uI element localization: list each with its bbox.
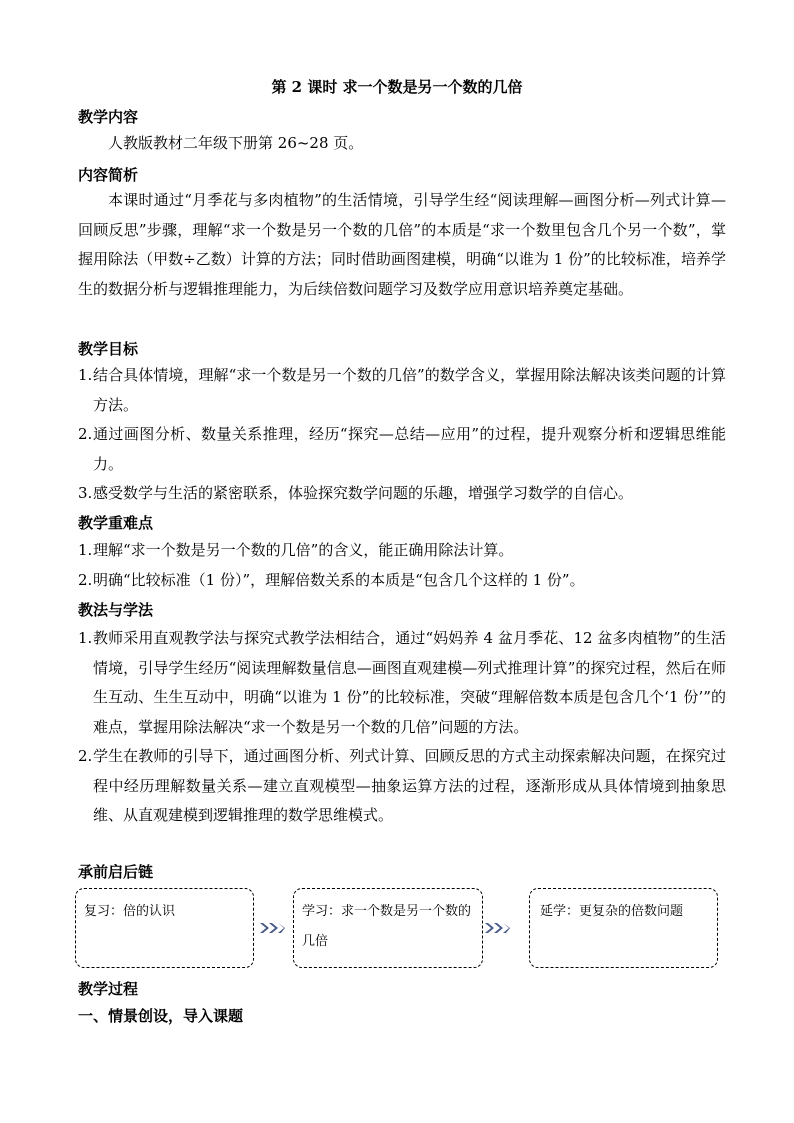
list-item: 2. 学生在教师的引导下，通过画图分析、列式计算、回顾反思的方式主动探索解决问题，在探究过程中经历理解数量关系—建立直观模型—抽象运算方法的过程，逐渐形成从具体情境到抽象思维、从直观建模到逻辑推理的数学思维模式。 — [78, 747, 726, 824]
content-summary-text: 本课时通过“月季花与多肉植物”的生活情境，引导学生经“阅读理解—画图分析—列式计算—回顾反思”步骤，理解“求一个数是另一个数的几倍”的本质是“求一个数里包含几个另一个数”，掌握用除法（甲数÷乙数）计算的方法；同时借助画图建模，明确“以谁为 1 份”的比较标准，培养学生的数据分析与逻辑推理能力，为后续倍数问题学习及数学应用意识培养奠定基础。 — [78, 191, 726, 298]
list-item: 1. 教师采用直观教学法与探究式教学法相结合，通过“妈妈养 4 盆月季花、12 盆多肉植物”的生活情境，引导学生经历“阅读理解数量信息—画图直观建模—列式推理计算”的探究过程，然后在师生互动、生生互动中，明确“以谁为 1 份”的比较标准，突破“理解倍数本质是包含几个‘1 份’”的难点，掌握用除法解决“求一个数是另一个数的几倍”问题的方法。 — [78, 629, 726, 736]
arrow-shape — [260, 923, 285, 933]
heading-key-points: 教学重难点 — [78, 514, 154, 532]
list-item: 2. 明确“比较标准（1 份）”，理解倍数关系的本质是“包含几个这样的 1 份”。 — [78, 570, 585, 589]
chain-box-review: 复习：倍的认识 — [75, 888, 254, 968]
arrow-shape — [485, 923, 510, 933]
sub-heading-scene: 一、情景创设，导入课题 — [78, 1007, 244, 1025]
heading-methods: 教法与学法 — [78, 601, 154, 619]
lesson-title: 第 2 课时 求一个数是另一个数的几倍 — [271, 78, 523, 96]
double-chevron-right-icon — [258, 921, 286, 935]
heading-learning-chain: 承前启后链 — [78, 863, 154, 881]
list-item: 1. 理解“求一个数是另一个数的几倍”的含义，能正确用除法计算。 — [78, 541, 514, 559]
learning-chain-flow — [75, 888, 720, 972]
teaching-content-text: 人教版教材二年级下册第 26~28 页。 — [108, 134, 364, 152]
list-item: 3. 感受数学与生活的紧密联系，体验探究数学问题的乐趣，增强学习数学的自信心。 — [78, 484, 634, 502]
chain-box-learn: 学习：求一个数是另一个数的几倍 — [293, 888, 483, 968]
chain-box-extend: 延学：更复杂的倍数问题 — [529, 888, 718, 968]
heading-content-summary: 内容简析 — [78, 166, 139, 184]
list-item: 2. 通过画图分析、数量关系推理，经历“探究—总结—应用”的过程，提升观察分析和逻辑思维能力。 — [78, 425, 726, 473]
methods-list — [78, 624, 726, 831]
heading-teaching-process: 教学过程 — [78, 980, 139, 998]
list-item: 1. 结合具体情境，理解“求一个数是另一个数的几倍”的数学含义，掌握用除法解决该类问题的计算方法。 — [78, 366, 726, 414]
heading-teaching-content: 教学内容 — [78, 108, 139, 126]
teaching-goals-list — [78, 361, 726, 509]
heading-teaching-goals: 教学目标 — [78, 340, 139, 358]
key-points-list — [78, 536, 726, 595]
double-chevron-right-icon — [483, 921, 511, 935]
